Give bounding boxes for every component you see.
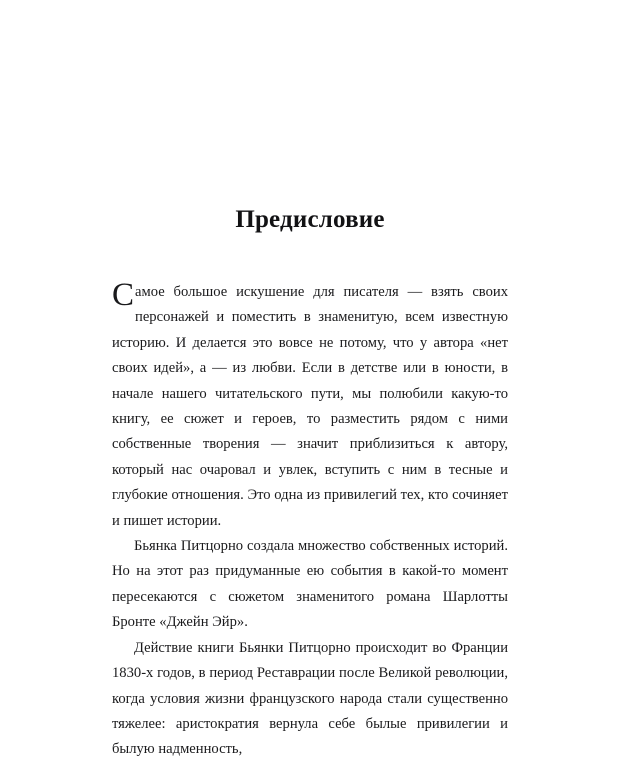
paragraph: Самое большое искушение для писателя — взять своих персонажей и поместить в знаменитую, всем известную историю. И делается это вовсе не потому, что у автора «нет своих идей», а — из любви. Если в детстве или в юности, в начале нашего читательского пути, мы полюбили какую-то книгу, ее сюжет и героев, то разместить рядом с ними собственные творения — значит приблизиться к автору, который нас очаровал и увлек, вступить с ним в тесные и глубокие отношения. Это одна из привилегий тех, кто сочиняет и пишет истории. [112, 277, 508, 529]
paragraph: Бьянка Питцорно создала множество собственных историй. Но на этот раз придуманные ею события в какой-то момент пересекаются с сюжетом знаменитого романа Шарлотты Бронте «Джейн Эйр». [112, 538, 508, 631]
paragraph: Действие книги Бьянки Питцорно происходит во Франции 1830-х годов, в период Реставрации после Великой революции, когда условия жизни французского народа стали существенно тяжелее: аристократия вернула себе былые привилегии и былую надменность, [112, 639, 508, 758]
body-text [112, 277, 508, 763]
page-title: Предисловие [235, 206, 385, 233]
